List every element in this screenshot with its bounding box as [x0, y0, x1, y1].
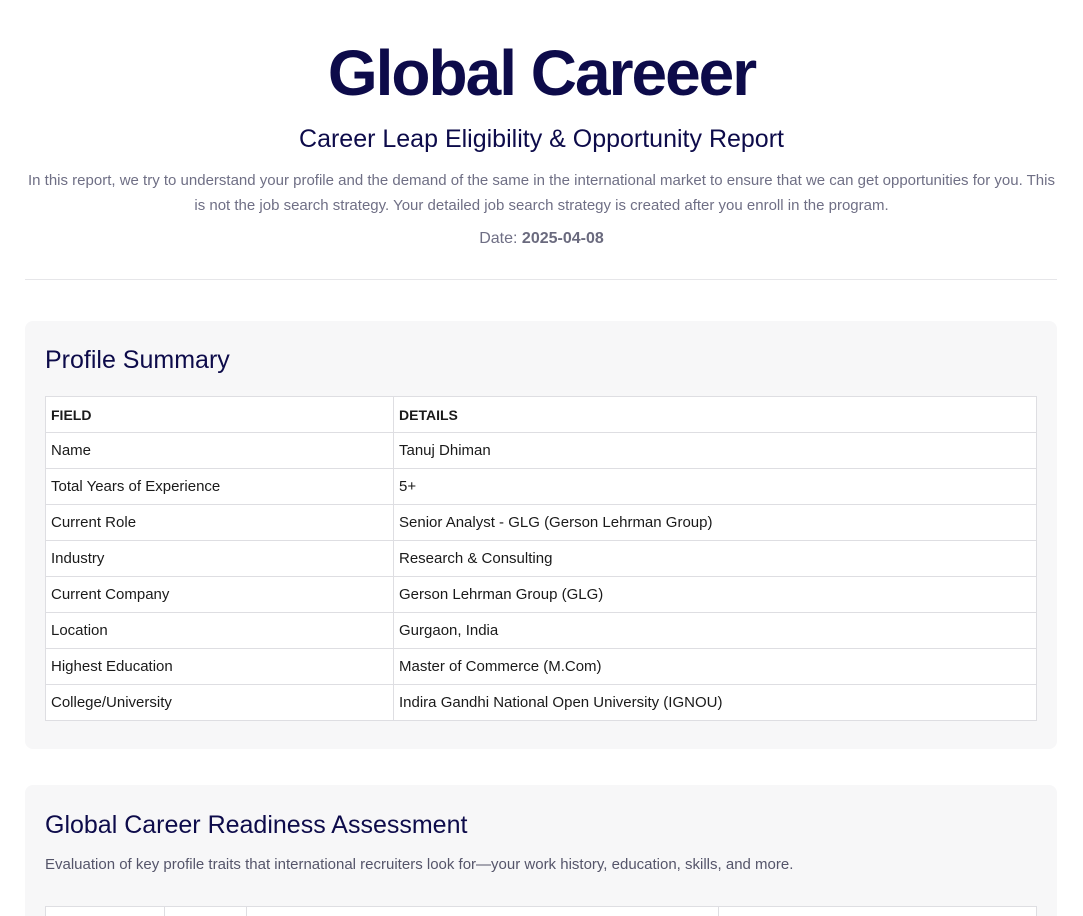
table-header-row — [46, 397, 1037, 433]
readiness-table-column — [165, 907, 247, 916]
details-cell: Master of Commerce (M.Com) — [394, 649, 1037, 685]
table-row — [46, 541, 1037, 577]
field-cell: Location — [46, 613, 394, 649]
header-divider — [25, 279, 1057, 280]
readiness-table-column — [247, 907, 719, 916]
details-cell: Indira Gandhi National Open University (IGNOU) — [394, 685, 1037, 721]
table-row — [46, 613, 1037, 649]
profile-summary-table — [45, 396, 1037, 721]
table-row — [46, 433, 1037, 469]
field-cell: Name — [46, 433, 394, 469]
field-cell: College/University — [46, 685, 394, 721]
column-header-field: FIELD — [46, 397, 394, 433]
date-value: 2025-04-08 — [521, 230, 604, 247]
profile-summary-card — [25, 321, 1057, 749]
report-date — [0, 228, 1083, 250]
field-cell: Highest Education — [46, 649, 394, 685]
details-cell: Senior Analyst - GLG (Gerson Lehrman Group) — [394, 505, 1037, 541]
report-subtitle: Career Leap Eligibility & Opportunity Report — [299, 125, 784, 153]
table-row — [46, 505, 1037, 541]
readiness-table — [45, 906, 1037, 916]
field-cell: Current Role — [46, 505, 394, 541]
details-cell: Research & Consulting — [394, 541, 1037, 577]
readiness-assessment-card — [25, 785, 1057, 916]
field-cell: Industry — [46, 541, 394, 577]
column-header-details: DETAILS — [394, 397, 1037, 433]
table-row — [46, 685, 1037, 721]
date-label: Date: — [479, 230, 518, 247]
field-cell: Total Years of Experience — [46, 469, 394, 505]
details-cell: 5+ — [394, 469, 1037, 505]
details-cell: Gurgaon, India — [394, 613, 1037, 649]
readiness-table-column — [719, 907, 1036, 916]
field-cell: Current Company — [46, 577, 394, 613]
brand-title: Global Careeer — [327, 37, 756, 109]
readiness-description: Evaluation of key profile traits that international recruiters look for—your work history, education, skills, and more. — [45, 856, 794, 873]
readiness-title: Global Career Readiness Assessment — [45, 811, 468, 839]
table-row — [46, 577, 1037, 613]
report-intro: In this report, we try to understand your profile and the demand of the same in the international market to ensure that we can get opportunities for you. This is not the job search strategy. Your detailed job search strategy is created after you enroll in the program. — [28, 172, 1055, 214]
profile-summary-title: Profile Summary — [45, 346, 230, 374]
table-row — [46, 469, 1037, 505]
details-cell: Tanuj Dhiman — [394, 433, 1037, 469]
table-row — [46, 649, 1037, 685]
report-header — [0, 0, 1083, 250]
details-cell: Gerson Lehrman Group (GLG) — [394, 577, 1037, 613]
readiness-table-column — [46, 907, 165, 916]
